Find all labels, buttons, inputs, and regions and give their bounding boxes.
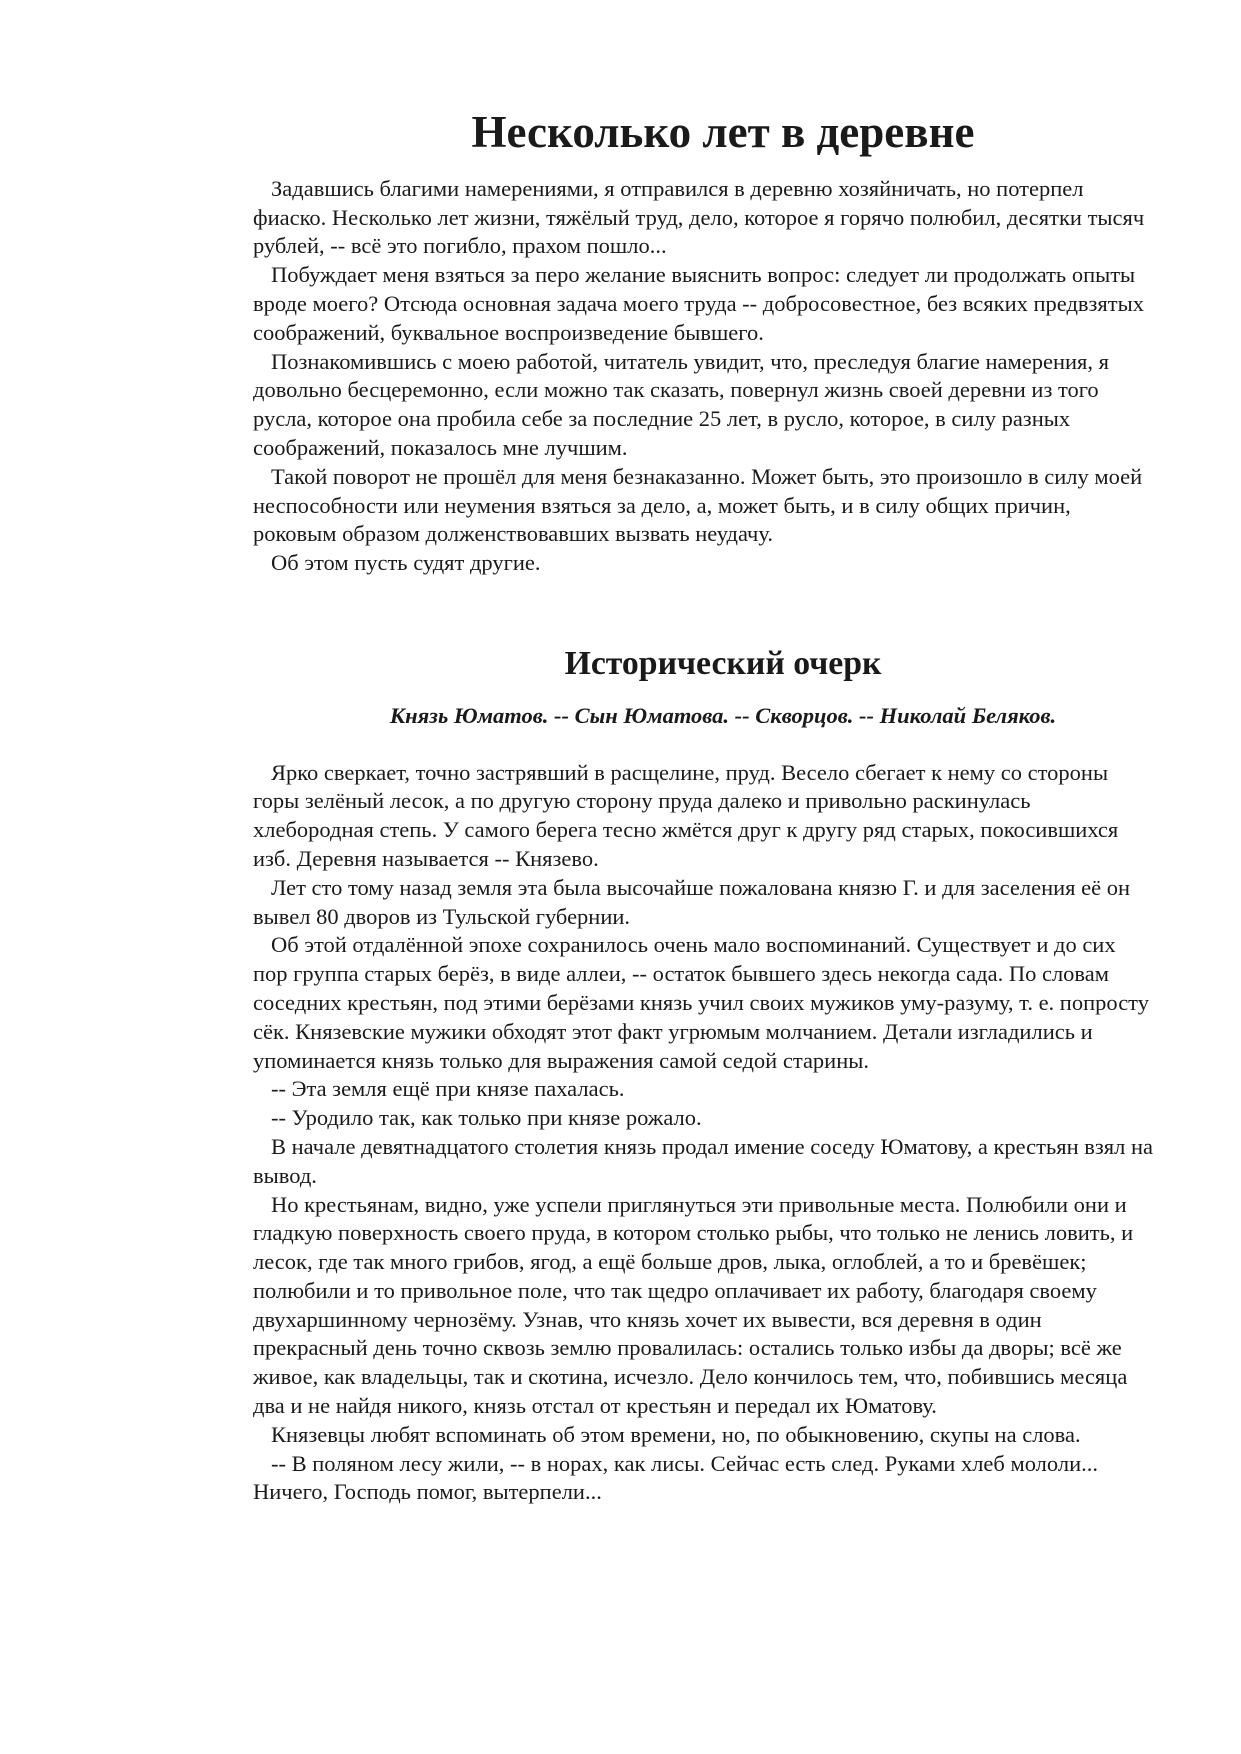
document-page <box>253 107 1154 1507</box>
spacer <box>253 731 1153 759</box>
spacer <box>253 679 1153 702</box>
paragraph: Но крестьянам, видно, уже успели приглянуться эти привольные места. Полюбили они и гладкую поверхность своего пруда, в котором столько рыбы, что только не ленись ловить, и лесок, где так много грибов, ягод, а ещё больше дров, лыка, оглоблей, а то и бревёшек; полюбили и то привольное поле, что так щедро оплачивает их работу, благодаря своему двухаршинному чернозёму. Узнав, что князь хочет их вывести, вся деревня в один прекрасный день точно сквозь землю провалилась: остались только избы да дворы; всё же живое, как владельцы, так и скотина, исчезло. Дело кончилось тем, что, побившись месяца два и не найдя никого, князь отстал от крестьян и передал их Юматову. <box>253 1191 1134 1419</box>
paragraph: Задавшись благими намерениями, я отправился в деревню хозяйничать, но потерпел фиаско. Несколько лет жизни, тяжёлый труд, дело, которое я горячо полюбил, десятки тысяч рублей, -- всё это погибло, прахом пошло... <box>253 175 1145 259</box>
section-title: Исторический очерк <box>564 644 882 682</box>
paragraph: Об этой отдалённой эпохе сохранилось очень мало воспоминаний. Существует и до сих пор группа старых берёз, в виде аллеи, -- остаток бывшего здесь некогда сада. По словам соседних крестьян, под этими берёзами князь учил своих мужиков уму-разуму, т. е. попросту сёк. Князевские мужики обходят этот факт угрюмым молчанием. Детали изгладились и упоминается князь только для выражения самой седой старины. <box>253 932 1149 1073</box>
paragraph: Познакомившись с моею работой, читатель увидит, что, преследуя благие намерения, я довольно бесцеремонно, если можно так сказать, повернул жизнь своей деревни из того русла, которое она пробила себе за последние 25 лет, в русло, которое, в силу разных соображений, показалось мне лучшим. <box>253 348 1109 460</box>
section-spacer <box>253 578 1153 650</box>
paragraph: Лет сто тому назад земля эта была высочайше пожалована князю Г. и для заселения её он вывел 80 дворов из Тульской губернии. <box>253 874 1131 929</box>
paragraph: Об этом пусть судят другие. <box>271 550 541 576</box>
section-title: Несколько лет в деревне <box>471 107 975 157</box>
chapter-subtitle: Князь Юматов. -- Сын Юматова. -- Скворцов. -- Николай Беляков. <box>389 702 1057 728</box>
paragraph: -- В поляном лесу жили, -- в норах, как лисы. Сейчас есть след. Руками хлеб мололи... Ничего, Господь помог, вытерпели... <box>253 1450 1099 1505</box>
paragraph: Такой поворот не прошёл для меня безнаказанно. Может быть, это произошло в силу моей неспособности или неумения взяться за дело, а, может быть, и в силу общих причин, роковым образом долженствовавших вызвать неудачу. <box>253 463 1143 547</box>
paragraph: -- Эта земля ещё при князе пахалась. <box>271 1076 625 1102</box>
paragraph: Побуждает меня взяться за перо желание выяснить вопрос: следует ли продолжать опыты вроде моего? Отсюда основная задача моего труда -- добросовестное, без всяких предвзятых соображений, буквальное воспроизведение бывшего. <box>253 262 1144 345</box>
paragraph: -- Уродило так, как только при князе рожало. <box>271 1105 702 1131</box>
paragraph: В начале девятнадцатого столетия князь продал имение соседу Юматову, а крестьян взял на вывод. <box>253 1133 1154 1188</box>
paragraph: Князевцы любят вспоминать об этом времени, но, по обыкновению, скупы на слова. <box>271 1421 1081 1447</box>
paragraph: Ярко сверкает, точно застрявший в расщелине, пруд. Весело сбегает к нему со стороны горы зелёный лесок, а по другую сторону пруда далеко и привольно раскинулась хлебородная степь. У самого берега тесно жмётся друг к другу ряд старых, покосившихся изб. Деревня называется -- Князево. <box>253 759 1119 871</box>
